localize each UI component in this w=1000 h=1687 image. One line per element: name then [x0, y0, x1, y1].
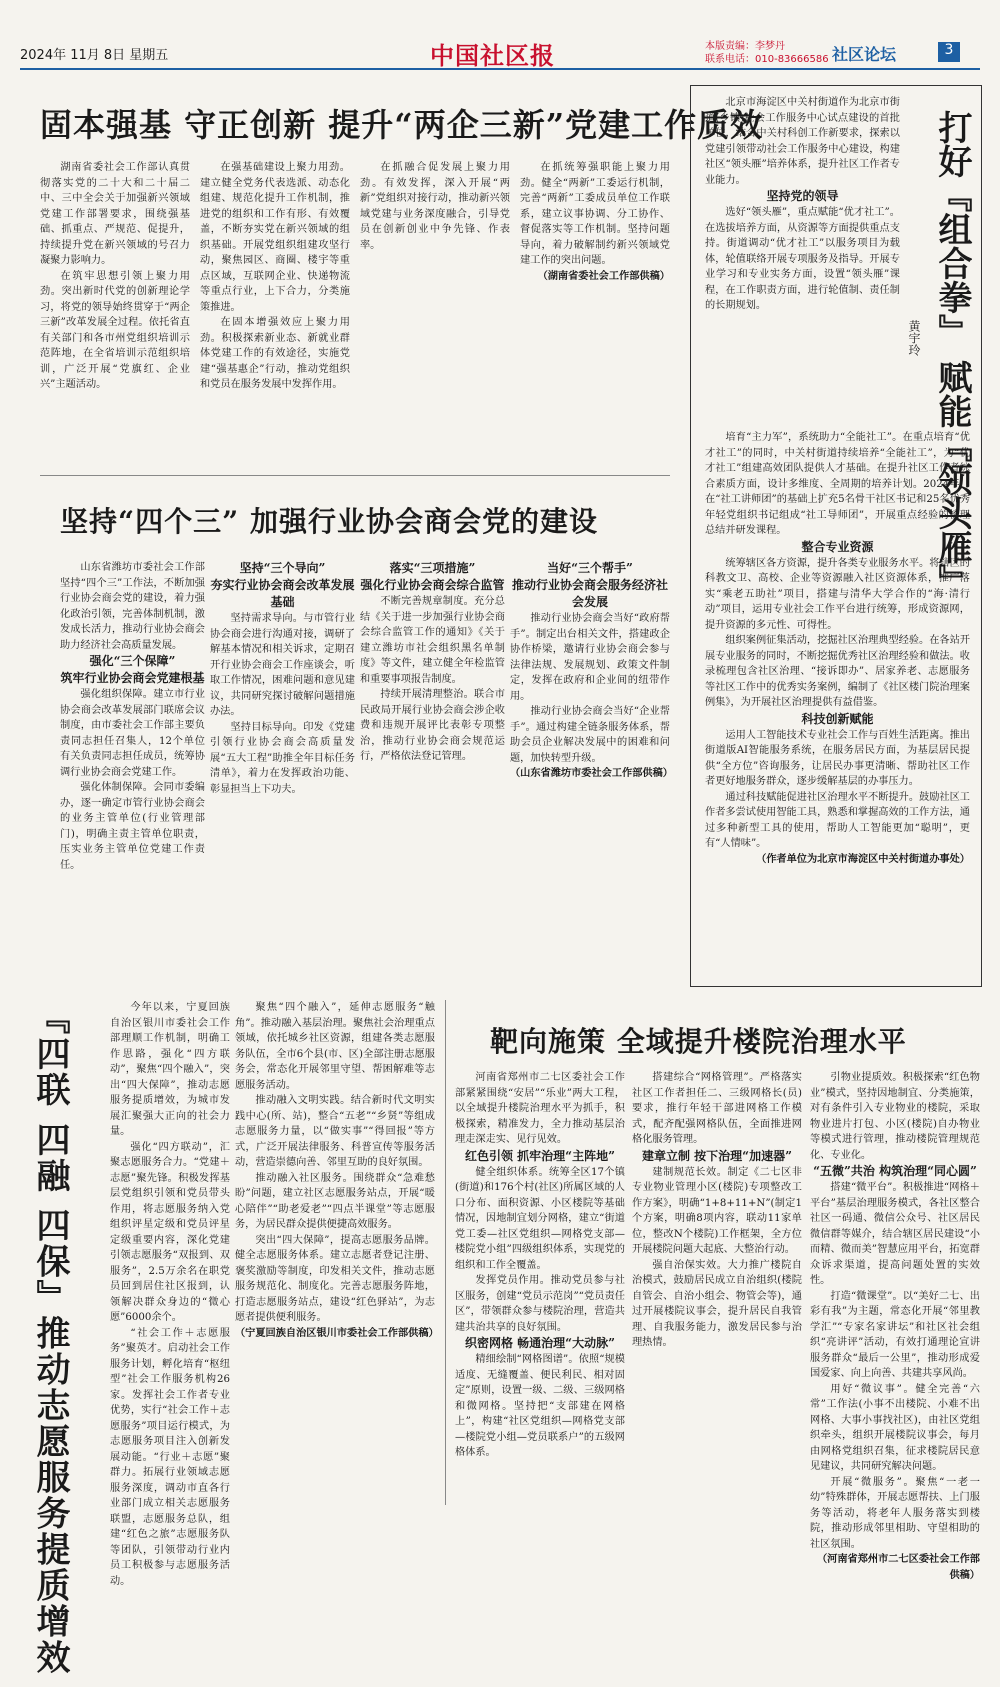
article3-lead: 北京市海淀区中关村街道作为北京市街道(乡镇)社会工作服务中心试点建设的首批单位，结合中关村科创工作新要求，探索以党建引领带动社会工作服务中心建设，构建社区“领头雁”培养体系，提升社区工作者专业能力。 — [705, 97, 900, 186]
newspaper-logo: 中国社区报 — [430, 41, 555, 70]
article5-sub3: 建章立制 按下治理“加速器” — [642, 1148, 792, 1163]
article5-p3: 精细绘制“网格图谱”。依照“规模适度、无缝覆盖、便民利民、相对固定”原则，设置一级、二级、三级网格和微网格。坚持把“支部建在网格上”，构建“社区党组织—网格党支部—楼院党小组—党员联系户”的五级网格体系。 — [455, 1354, 625, 1458]
article2-credit: （山东省潍坊市委社会工作部供稿） — [510, 767, 673, 779]
article5-credit: （河南省郑州市二七区委社会工作部供稿） — [817, 1553, 980, 1581]
article2-p5: 不断完善规章制度。充分总结《关于进一步加强行业协会商会综合监管工作的通知》《关于建立潍坊市社会组织黑名单制度》等文件，建立健全年检监管和重要事项报告制度。 — [360, 596, 505, 685]
article5-lead: 河南省郑州市二七区委社会工作部紧紧围绕“安居”“乐业”两大工程，以全域提升楼院治理水平为抓手，积极探索，精准发力，全力推动基层治理走深走实、见行见效。 — [455, 1072, 625, 1145]
article3-byline: 黄宇玲 — [907, 320, 921, 356]
article5-p7: 引物业提质效。积极探索“红色物业”模式，坚持因地制宜、分类施策，对有条件引入专业物业的楼院，采取物业进片打包、小区(楼院)自办物业等模式进行管理，推动楼院管理规范化、专业化。 — [810, 1072, 980, 1161]
article1-para3: 在固本增强效应上聚力用劲。积极探索新业态、新就业群体党建工作的有效途径，实施党建“强基惠企”行动，推动党组织和党员在服务发展中发挥作用。 — [200, 317, 350, 390]
article3-col-bottom — [705, 430, 970, 975]
article2-col1 — [60, 560, 205, 980]
article5-sub1: 红色引领 抓牢治理“主阵地” — [465, 1148, 615, 1163]
article1-col4 — [520, 160, 670, 470]
article4-title-text: 『四联 四融 四保』推动志愿服务提质增效 — [30, 1000, 70, 1676]
article5-col3 — [810, 1070, 980, 1581]
article4-p4: 聚焦“四个融入”，延伸志愿服务“触角”。推动融入基层治理。聚焦社会治理重点领域，依托城乡社区资源，组建各类志愿服务队伍，全市6个县(市、区)全部注册志愿服务会，常态化开展邻里守望、帮困解难等志愿服务活动。 — [235, 1002, 435, 1091]
article5-p2: 发挥党员作用。推动党员参与社区服务，创建“党员示范岗”“党员责任区”，带领群众参与楼院治理，营造共建共治共享的良好氛围。 — [455, 1275, 625, 1333]
article1-para4: 在抓融合促发展上聚力用劲。有效发挥，深入开展“两新”党组织对接行动，推动新兴领域党建与业务深度融合，引导党员在创新创业中争先锋、作表率。 — [360, 162, 510, 251]
article1-lead: 湖南省委社会工作部认真贯彻落实党的二十大和二十届二中、三中全会关于加强新兴领域党建工作部署要求，围绕强基础、抓重点、严规范、促提升，持续提升党在新兴领域的号召力凝聚力影响力。 — [40, 162, 190, 266]
article4-credit: （宁夏回族自治区银川市委社会工作部供稿） — [235, 1326, 439, 1339]
article5-p9: 打造“微课堂”。以“美好二七、出彩有我”为主题，常态化开展“邻里教学汇”“专家名家讲坛”和社区社会组织“亮讲评”活动，有效打通理论宣讲服务群众“最后一公里”，推动形成爱国爱家、向上向善、共建共享风尚。 — [810, 1290, 980, 1379]
article4-p1: 今年以来，宁夏回族自治区银川市委社会工作部理顺工作机制，明确工作思路，强化“四方联动”，聚焦“四个融入”，突出“四大保障”，推动志愿服务提质增效，为城市发展汇聚强大正向的社会力量。 — [110, 1002, 230, 1137]
editor-info — [705, 40, 829, 66]
article2-p7: 推动行业协会商会当好“政府帮手”。制定出台相关文件，搭建政企协作桥梁，邀请行业协会商会参与法律法规、发展规划、政策文件制定，发挥在政府和企业间的纽带作用。 — [510, 613, 670, 702]
article2-lead: 山东省潍坊市委社会工作部坚持“四个三”工作法，不断加强行业协会商会党的建设，着力强化政治引领，完善体制机制，激发成长活力，推动行业协会商会助力经济社会高质量发展。 — [60, 562, 205, 651]
article4-p6: 推动融入社区服务。围绕群众“急难愁盼”问题，建立社区志愿服务站点，开展“暖心陪伴”“助老爱老”“四点半课堂”等志愿服务，为居民群众提供便捷高效服务。 — [235, 1172, 435, 1230]
column-divider — [445, 1000, 446, 1505]
page-number: 3 — [938, 42, 960, 62]
article5-p1: 健全组织体系。统筹全区17个镇(街道)和176个村(社区)所属区域的人口分布、面积资源、小区楼院等基础情况，因地制宜划分网格，建立“街道党工委—社区党组织—网格党支部—楼院党小组”四级组织体系，实现党的组织和工作全覆盖。 — [455, 1166, 625, 1271]
article4-p5: 推动融入文明实践。结合新时代文明实践中心(所、站)，整合“五老”“乡贤”等组成志愿服务力量，以“做实事”“得回报”等方式，广泛开展法律服务、科普宣传等服务活动，营造崇德向善、邻里互助的良好氛围。 — [235, 1095, 435, 1168]
divider — [40, 475, 670, 476]
article3-p2: 培育“主力军”，系统助力“全能社工”。在重点培育“优才社工”的同时，中关村街道持续培养“全能社工”，为“优才社工”组建高效团队提供人才基础。在提升社区工作者综合素质方面，设计多维度、全周期的培养计划。2024年，在“社工讲师团”的基础上扩充5名骨干社区书记和25名优秀年轻党组织书记组成“社工导师团”，开展重点经验的梳理总结并研发课程。 — [705, 432, 970, 536]
article1-para5: 在抓统筹强职能上聚力用劲。健全“两新”工委运行机制，完善“两新”工委成员单位工作联系，建立议事协调、分工协作、督促落实等工作机制。坚持问题导向，着力破解制约新兴领域党建工作的突出问题。 — [520, 162, 670, 266]
article5-col2 — [632, 1070, 802, 1505]
article2-sub3: 落实“三项措施” 强化行业协会商会综合监管 — [360, 561, 505, 592]
article1-col3 — [360, 160, 510, 470]
article5-title: 靶向施策 全域提升楼院治理水平 — [490, 1025, 907, 1058]
article4-col1 — [110, 1000, 230, 1587]
article5-p11: 开展“微服务”。聚焦“一老一幼”特殊群体，开展志愿帮扶、上门服务等活动，将老年人服务落实到楼院，推动形成邻里相助、守望相助的社区氛围。 — [810, 1476, 980, 1550]
article3-p3: 统筹辖区各方资源，提升各类专业服务水平。将辖区的科教文卫、高校、企业等资源融入社区资源体系，推广落实“乘老五助社”项目，搭建与清华大学合作的“海·清行动”项目，运用专业社会工作平台进行统筹，形成资源网，提升资源的多元性、可得性。 — [705, 557, 970, 631]
article5-sub4: “五微”共治 构筑治理“同心圆” — [813, 1164, 977, 1178]
article3-col-top — [705, 95, 900, 425]
article1-title: 固本强基 守正创新 提升“两企三新”党建工作质效 — [40, 106, 764, 144]
article4-p2: 强化“四方联动”，汇聚志愿服务合力。“党建＋志愿”聚先锋。积极发挥基层党组织引领和党员带头作用，将志愿服务纳入党组织评星定级和党员评星定级重要内容，深化党建引领志愿服务“双报到、双服务”，2.5万余名在职党员回到居住社区报到，认领解决群众身边的“微心愿”6000余个。 — [110, 1141, 230, 1323]
article1-para2: 在强基础建设上聚力用劲。建立健全党务代表选派、动态化组建、规范化提升工作机制，推进党的组织和工作有形、有效覆盖，不断夯实党在新兴领域的组织基础。开展党组织组建攻坚行动，聚焦园区、商圈、楼宇等重点区域，互联网企业、快递物流等重点行业，上下合力，分类施策推进。 — [200, 162, 350, 313]
article1-col1 — [40, 160, 190, 470]
article2-p8: 推动行业协会商会当好“企业帮手”。通过构建全链条服务体系，帮助会员企业解决发展中的困难和问题，加快转型升级。 — [510, 706, 670, 764]
article5-sub2: 织密网格 畅通治理“大动脉” — [465, 1336, 615, 1350]
contact-phone: 联系电话：010-83666586 — [705, 54, 829, 65]
article2-sub1: 强化“三个保障” 筑牢行业协会商会党建根基 — [60, 654, 205, 685]
article5-p5: 建制规范长效。制定《二七区非专业物业管理小区(楼院)专项整改工作方案》，明确“1+8+11+N”(制定1个方案，明确8项内容，联动11家单位，整改N个楼院)工作框架，全方位开展楼院问题大起底、大整治行动。 — [632, 1166, 802, 1255]
article3-sub2: 整合专业资源 — [801, 539, 874, 554]
article5-p6: 强自治保实效。大力推广楼院自治模式，鼓励居民成立自治组织(楼院自管会、自治小组会、物管会等)，通过开展楼院议事会，提升居民自我管理、自我服务能力，激发居民参与治理热情。 — [632, 1259, 802, 1348]
article2-sub2: 坚持“三个导向” 夯实行业协会商会改革发展基础 — [210, 561, 355, 609]
article5-p4: 搭建综合“网格管理”。严格落实社区工作者担任二、三级网格长(员)要求，推行年轻干部进网格工作模式，配齐配强网格队伍，全面推进网格化服务管理。 — [632, 1072, 802, 1145]
article1-credit: （湖南省委社会工作部供稿） — [537, 269, 670, 282]
article4-p7: 突出“四大保障”，提高志愿服务品牌。健全志愿服务体系。建立志愿者登记注册、褒奖激励等制度，印发相关文件，推动志愿服务规范化、制度化。完善志愿服务阵地，打造志愿服务站点，建设“红色驿站”，为志愿者提供便利服务。 — [235, 1234, 435, 1323]
article3-credit: （作者单位为北京市海淀区中关村街道办事处） — [756, 852, 970, 865]
article2-col2 — [210, 560, 355, 980]
article2-col4 — [510, 560, 673, 980]
article2-p2: 强化体制保障。会同市委编办，逐一确定市管行业协会商会的业务主管单位(行业管理部门)，明确主责主管单位职责，压实业务主管单位党建工作责任。 — [60, 782, 205, 871]
editor-name: 本版责编：李梦丹 — [705, 41, 785, 52]
article3-sub1: 坚持党的领导 — [766, 189, 839, 203]
article5-p10: 用好“微议事”。健全完善“六常”工作法(小事不出楼院、小难不出网格、大事小事找社区)，由社区党组织牵头，组织开展楼院议事会，每月由网格党组织召集，征求楼院居民意见建议，共同研究解决问题。 — [810, 1383, 980, 1472]
header-rule — [20, 68, 980, 70]
article1-col2 — [200, 160, 350, 470]
article2-p6: 持续开展清理整治。联合市民政局开展行业协会商会涉企收费和违规开展评比表彰专项整治，推动行业协会商会规范运行，严格依法登记管理。 — [360, 689, 505, 762]
article2-p4: 坚持目标导向。印发《党建引领行业协会商会高质量发展“五大工程”助推全年目标任务清单》，着力在发挥政治功能、彰显担当上下功夫。 — [210, 721, 355, 795]
issue-date: 2024年 11月 8日 星期五 — [20, 48, 169, 63]
article3-p5: 运用人工智能技术专业社会工作与百姓生活距离。推出街道版AI智能服务系统，在服务居民方面，为基层居民提供“全方位”咨询服务，让居民办事更清晰、帮助社区工作者更好地服务群众，逐步缓解基层的办事压力。 — [705, 729, 970, 787]
section-title: 社区论坛 — [832, 45, 897, 64]
article2-sub4: 当好“三个帮手” 推动行业协会商会服务经济社会发展 — [511, 561, 668, 609]
article1-para1: 在筑牢思想引领上聚力用劲。突出新时代党的创新理论学习，将党的领导始终贯穿于“两企三新”改革发展全过程。依托省直有关部门和各市州党组织培训示范阵地，在全省培训示范组织培训，广泛开展“党旗红、企业兴”主题活动。 — [40, 270, 190, 390]
article4-p3: “社会工作＋志愿服务”聚英才。启动社会工作服务计划，孵化培育“枢纽型”社会工作服务机构26家。发挥社会工作者专业优势，实行“社会工作＋志愿服务”项目运行模式，为志愿服务项目注入创新发展动能。“行业＋志愿”聚群力。拓展行业领域志愿服务深度，调动市直各行业部门成立相关志愿服务联盟，志愿服务总队，组建“红色之旅”志愿服务队等团队，引领带动行业内员工积极参与志愿服务活动。 — [110, 1327, 230, 1587]
article5-p8: 搭建“微平台”。积极推进“网格＋平台”基层治理服务模式，各社区整合社区一码通、微信公众号、社区居民微信群等媒介，结合辖区居民建设“小而精、微而美”智慧应用平台，拓宽群众诉求渠道，提高问题处置的实效性。 — [810, 1182, 980, 1286]
article3-p4: 组织案例征集活动，挖掘社区治理典型经验。在各站开展专业服务的同时，不断挖掘优秀社区治理经验和做法。收录梳理包含社区治理、“接诉即办”、居家养老、志愿服务等社区工作中的优秀实务案例，编制了《社区楼门院治理案例集》，为开展社区治理提供有益借鉴。 — [705, 635, 970, 708]
article2-title: 坚持“四个三” 加强行业协会商会党的建设 — [60, 505, 598, 538]
article5-col1 — [455, 1070, 625, 1505]
article4-title — [28, 1000, 72, 1687]
article3-sub3: 科技创新赋能 — [801, 711, 874, 726]
article3-p6: 通过科技赋能促进社区治理水平不断提升。鼓励社区工作者多尝试使用智能工具，熟悉和掌握高效的工作方法，通过多种新型工具的使用，帮助人工智能更加“聪明”，更有“人情味”。 — [705, 791, 970, 849]
article4-col2 — [235, 1000, 439, 1505]
article3-p1: 选好“领头雁”，重点赋能“优才社工”。在选拔培养方面，从资源等方面提供重点支持。街道调动“优才社工”以服务项目为载体，轮值联络开展专项服务及指导。开展专业学习和专业实务方面，设置“领头雁”课程，在工作职责方面，进行轮值制、责任制的长期规划。 — [705, 207, 900, 311]
article2-col3 — [360, 560, 505, 980]
article3-title-text: 打好『组合拳』 赋能『领头雁』 — [932, 110, 972, 598]
article2-p3: 坚持需求导向。与市管行业协会商会进行沟通对接，调研了解基本情况和相关诉求，定期召开行业协会商会工作座谈会，听取工作情况，困难问题和意见建议，共同研究探讨破解问题措施办法。 — [210, 613, 355, 717]
article2-p1: 强化组织保障。建立市行业协会商会改革发展部门联席会议制度，由市委社会工作部主要负责同志担任召集人，12个单位有关负责同志担任成员，统筹协调行业协会商会党建工作。 — [60, 689, 205, 778]
